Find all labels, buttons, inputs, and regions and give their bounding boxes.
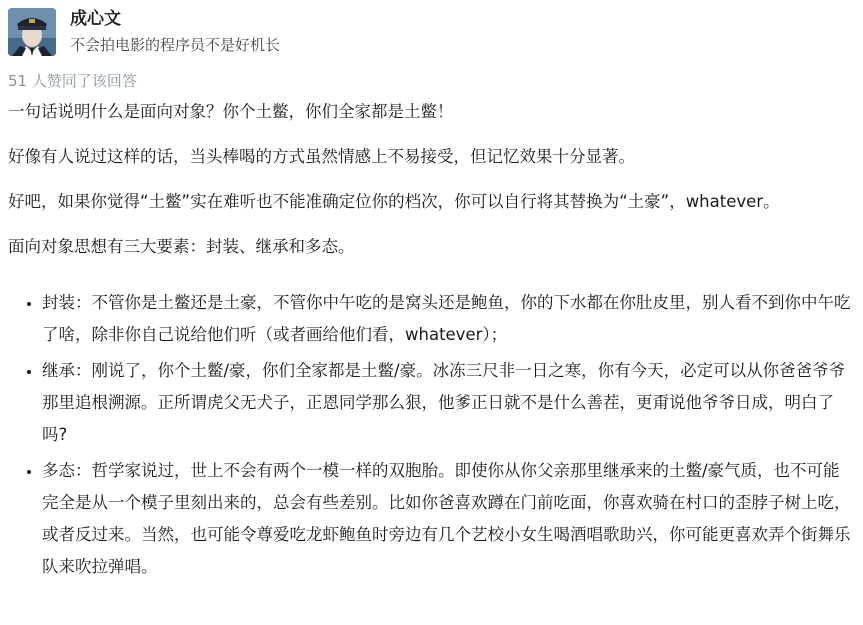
author-name[interactable]: 成心文 [70,9,121,29]
answer-content [8,96,854,587]
author-info [70,8,280,55]
answer-paragraph: 面向对象思想有三大要素：封装、继承和多态。 [8,237,355,256]
author-headline: 不会拍电影的程序员不是好机长 [70,36,281,54]
vote-count[interactable]: 51 人赞同了该回答 [8,72,137,90]
list-item-polymorphism: • 多态：哲学家说过，世上不会有两个一模一样的双胞胎。即使你从你父亲那里继承来的土鳖/豪气质，也不可能完全是从一个模子里刻出来的，总会有些差别。比如你爸喜欢蹲在门前吃面，你喜欢骑在村口的歪脖子树上吃，或者反过来。当然，也可能令尊爱吃龙虾鲍鱼时旁边有几个艺校小女生喝酒唱歌助兴，你可能更喜欢弄个街舞乐队来吹拉弹唱。 [42,455,854,583]
avatar[interactable] [8,8,56,56]
answer-paragraph: 好吧，如果你觉得“土鳖”实在难听也不能准确定位你的档次，你可以自行将其替换为“土豪”，whatever。 [8,192,780,211]
author-header [8,8,280,56]
pilot-avatar-image [8,8,56,56]
list-item-inheritance: • 继承：刚说了，你个土鳖/豪，你们全家都是土鳖/豪。冰冻三尺非一日之寒，你有今天，必定可以从你爸爸爷爷那里追根溯源。正所谓虎父无犬子，正恩同学那么狠，他爹正日就不是什么善茬，更甭说他爷爷日成，明白了吗? [42,355,854,451]
list-item-encapsulation: • 封装：不管你是土鳖还是土豪，不管你中午吃的是窝头还是鲍鱼，你的下水都在你肚皮里，别人看不到你中午吃了啥，除非你自己说给他们听（或者画给他们看，whatever）； [42,287,854,351]
answer-paragraph: 好像有人说过这样的话，当头棒喝的方式虽然情感上不易接受，但记忆效果十分显著。 [8,147,635,166]
answer-paragraph: 一句话说明什么是面向对象？你个土鳖，你们全家都是土鳖！ [8,102,454,121]
element-list [8,287,854,583]
